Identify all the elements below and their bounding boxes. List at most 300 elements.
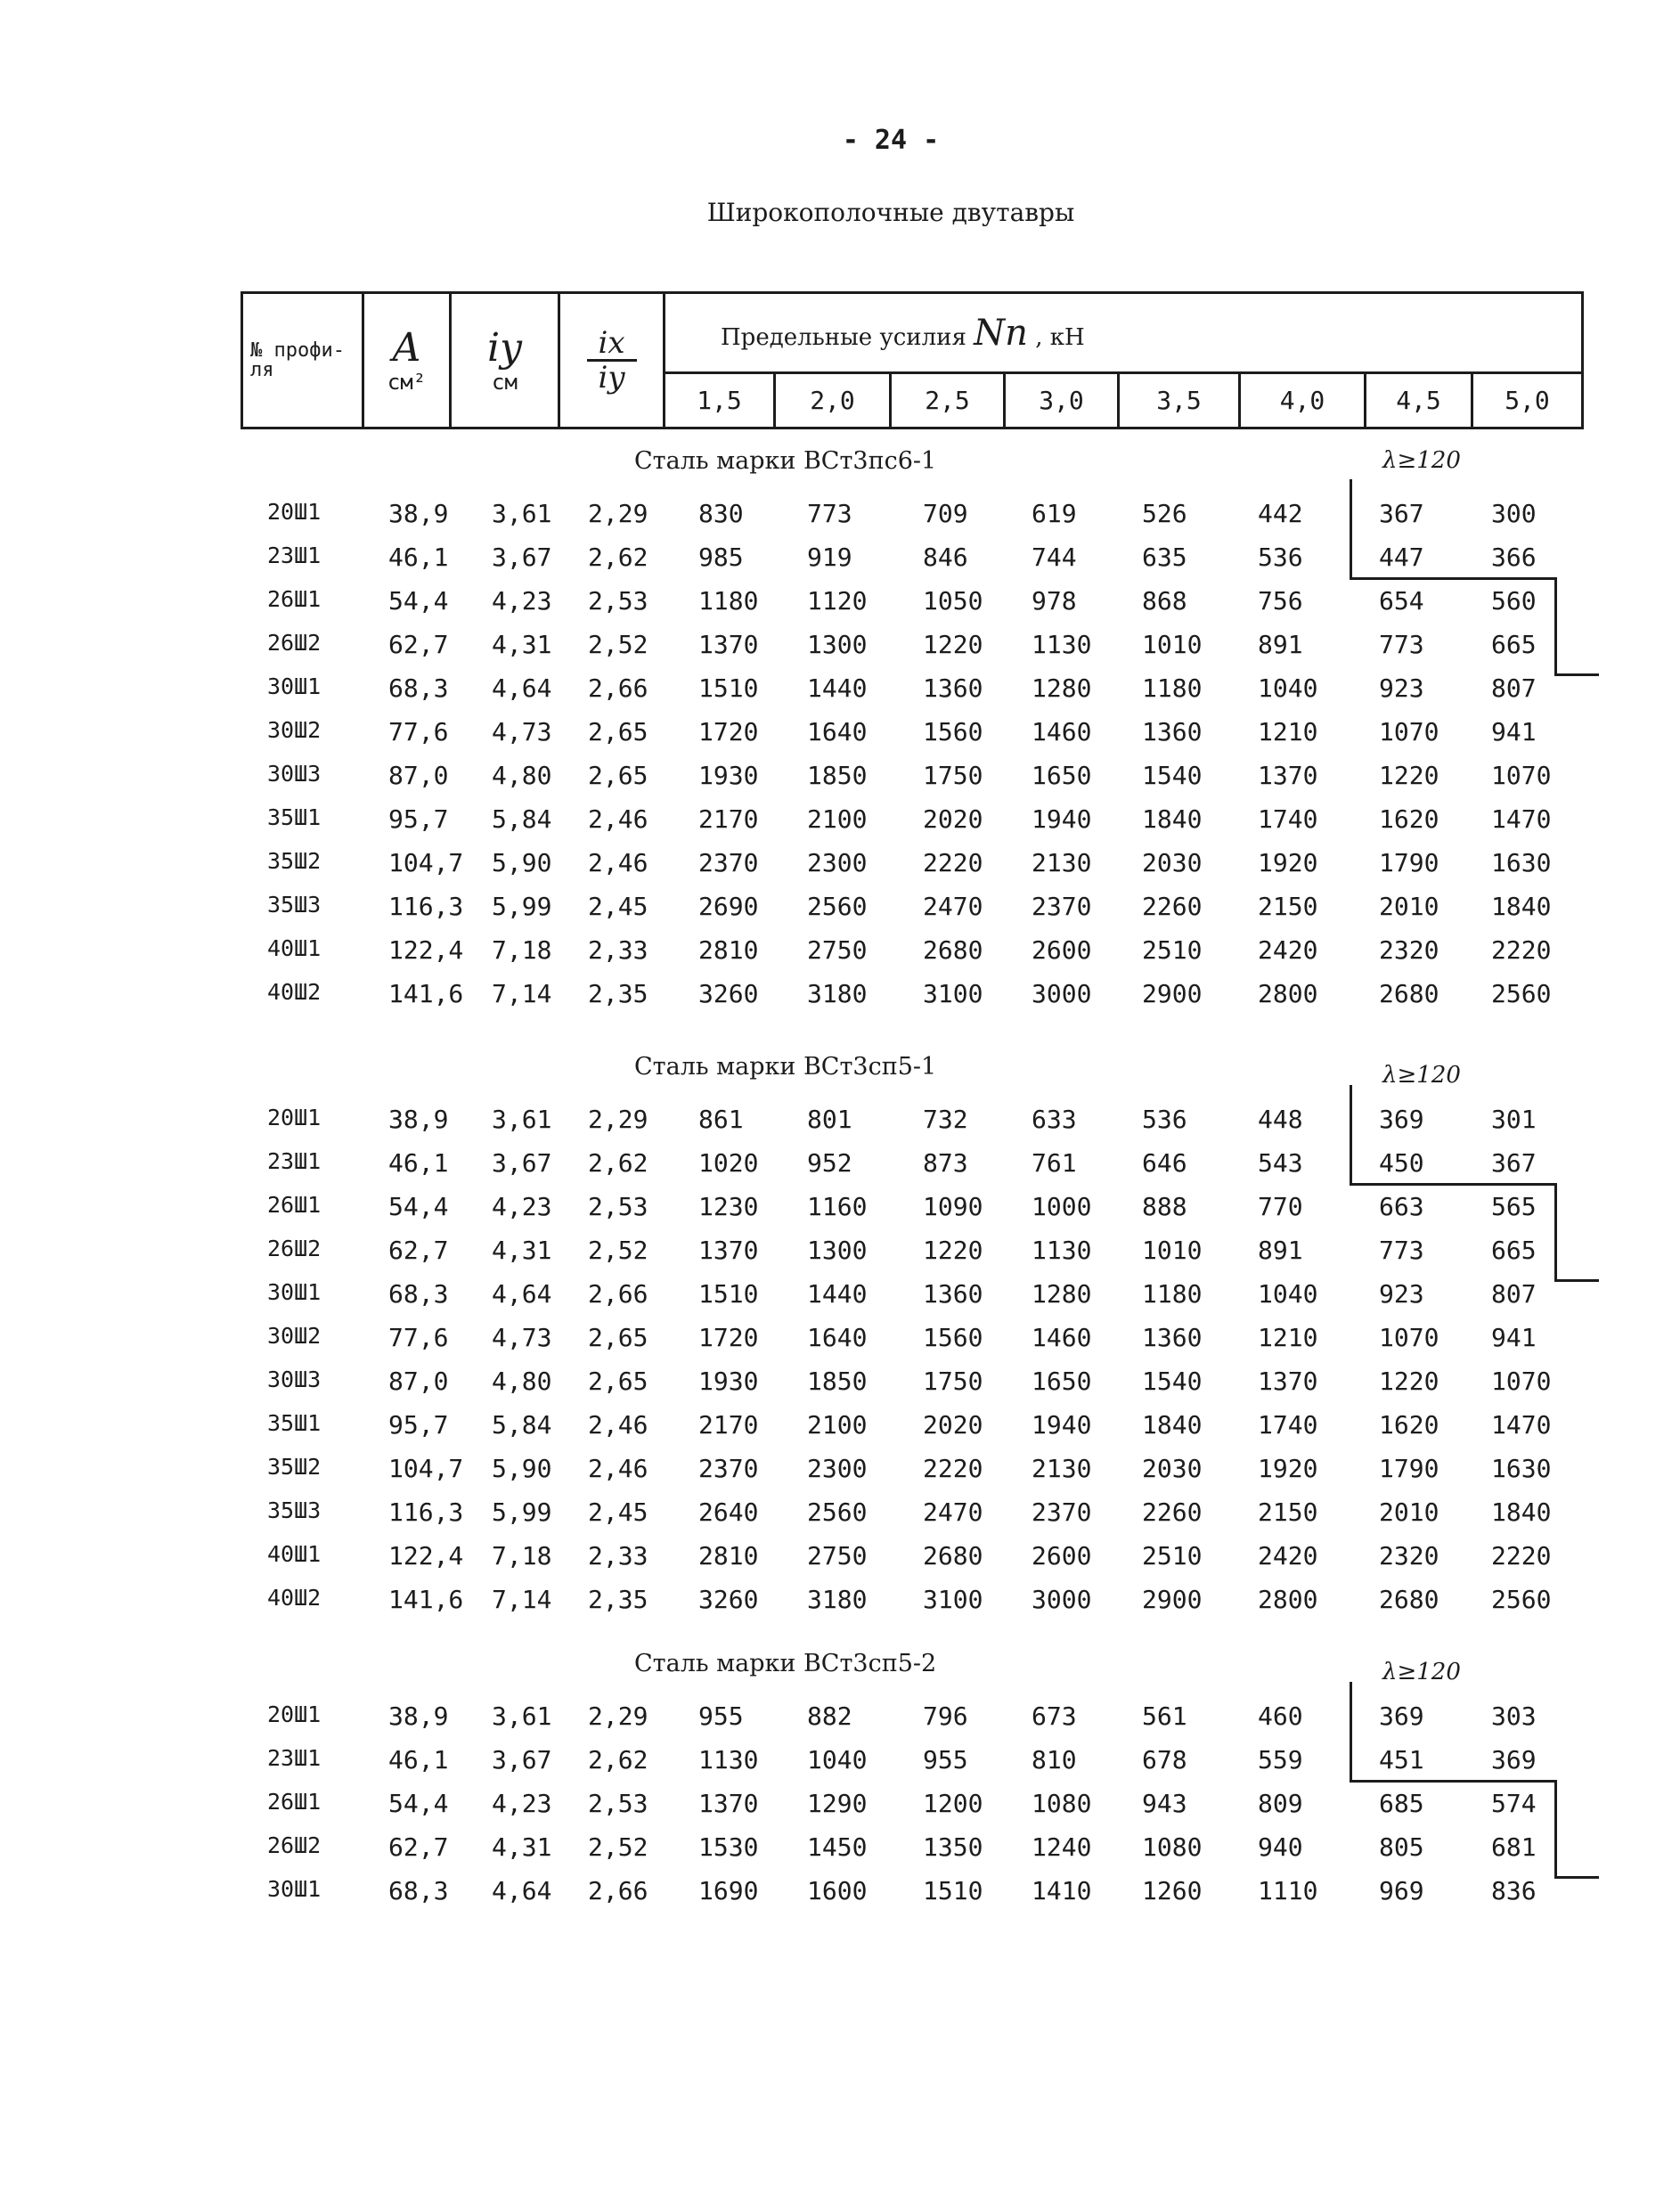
lambda-boundary-line — [1554, 1183, 1557, 1279]
table-header — [241, 291, 1584, 429]
forces-header — [665, 293, 1583, 373]
force-value-cell: 2130 — [1032, 1454, 1092, 1483]
column-header-1: 2,0 — [775, 373, 891, 428]
force-value-cell: 681 — [1491, 1832, 1537, 1862]
force-value-cell: 985 — [698, 543, 744, 572]
force-value-cell: 1720 — [698, 717, 759, 747]
force-value-cell: 1920 — [1258, 848, 1318, 877]
area-header — [363, 293, 451, 428]
force-value-cell: 1000 — [1032, 1192, 1092, 1221]
force-value-cell: 2680 — [1379, 979, 1439, 1008]
profile-cell: 20Ш1 — [267, 1701, 322, 1727]
iy-cell: 5,90 — [492, 1454, 552, 1483]
force-value-cell: 678 — [1142, 1745, 1187, 1775]
table-row — [0, 1367, 1680, 1402]
force-value-cell: 1040 — [1258, 1279, 1318, 1309]
force-value-cell: 1470 — [1491, 1410, 1552, 1440]
profile-cell: 30Ш1 — [267, 1876, 322, 1902]
force-value-cell: 1450 — [807, 1832, 868, 1862]
force-value-cell: 1050 — [923, 586, 983, 616]
ratio-cell: 2,65 — [588, 1323, 648, 1352]
table-row — [0, 1236, 1680, 1271]
profile-cell: 35Ш2 — [267, 848, 322, 874]
table-row — [0, 586, 1680, 622]
ratio-cell: 2,35 — [588, 1585, 648, 1614]
iy-cell: 4,31 — [492, 1236, 552, 1265]
force-value-cell: 943 — [1142, 1789, 1187, 1818]
iy-unit: см — [492, 369, 518, 395]
iy-cell: 4,80 — [492, 761, 552, 790]
column-header-2: 2,5 — [891, 373, 1005, 428]
iy-cell: 4,31 — [492, 1832, 552, 1862]
area-cell: 116,3 — [388, 892, 464, 921]
force-value-cell: 1180 — [1142, 1279, 1203, 1309]
force-value-cell: 574 — [1491, 1789, 1537, 1818]
force-value-cell: 2600 — [1032, 935, 1092, 965]
area-cell: 68,3 — [388, 673, 449, 703]
force-value-cell: 2470 — [923, 892, 983, 921]
force-value-cell: 923 — [1379, 673, 1424, 703]
force-value-cell: 1540 — [1142, 1367, 1203, 1396]
ratio-cell: 2,66 — [588, 673, 648, 703]
ratio-cell: 2,62 — [588, 1745, 648, 1775]
section-title: Сталь марки ВСт3сп5-2 — [634, 1650, 937, 1677]
table-row — [0, 848, 1680, 884]
force-value-cell: 761 — [1032, 1148, 1077, 1178]
force-value-cell: 1130 — [1032, 630, 1092, 659]
force-value-cell: 1620 — [1379, 804, 1439, 834]
profile-cell: 26Ш2 — [267, 1832, 322, 1858]
force-value-cell: 1460 — [1032, 717, 1092, 747]
ratio-cell: 2,29 — [588, 499, 648, 528]
force-value-cell: 1370 — [1258, 761, 1318, 790]
force-value-cell: 807 — [1491, 1279, 1537, 1309]
force-value-cell: 3260 — [698, 979, 759, 1008]
force-value-cell: 2640 — [698, 1497, 759, 1527]
area-cell: 122,4 — [388, 1541, 464, 1571]
force-value-cell: 836 — [1491, 1876, 1537, 1905]
column-header-0: 1,5 — [665, 373, 775, 428]
force-value-cell: 2020 — [923, 804, 983, 834]
iy-cell: 5,90 — [492, 848, 552, 877]
iy-cell: 5,99 — [492, 1497, 552, 1527]
force-value-cell: 367 — [1491, 1148, 1537, 1178]
lambda-note: λ≥120 — [1382, 447, 1461, 474]
force-value-cell: 1560 — [923, 1323, 983, 1352]
area-cell: 54,4 — [388, 1789, 449, 1818]
force-value-cell: 1460 — [1032, 1323, 1092, 1352]
ratio-cell: 2,35 — [588, 979, 648, 1008]
force-value-cell: 448 — [1258, 1105, 1303, 1134]
force-value-cell: 1740 — [1258, 804, 1318, 834]
force-value-cell: 2260 — [1142, 1497, 1203, 1527]
force-value-cell: 1370 — [698, 1789, 759, 1818]
force-value-cell: 919 — [807, 543, 852, 572]
profile-cell: 35Ш3 — [267, 892, 322, 918]
table-row — [0, 717, 1680, 753]
force-value-cell: 801 — [807, 1105, 852, 1134]
force-value-cell: 952 — [807, 1148, 852, 1178]
force-value-cell: 1010 — [1142, 630, 1203, 659]
iy-cell: 4,31 — [492, 630, 552, 659]
force-value-cell: 1790 — [1379, 848, 1439, 877]
force-value-cell: 941 — [1491, 717, 1537, 747]
area-cell: 46,1 — [388, 1148, 449, 1178]
area-cell: 38,9 — [388, 499, 449, 528]
lambda-boundary-line — [1350, 1682, 1352, 1780]
forces-label: Предельные усилия — [721, 323, 966, 351]
lambda-note: λ≥120 — [1382, 1062, 1461, 1089]
force-value-cell: 1650 — [1032, 1367, 1092, 1396]
force-value-cell: 2100 — [807, 1410, 868, 1440]
force-value-cell: 450 — [1379, 1148, 1424, 1178]
force-value-cell: 2810 — [698, 935, 759, 965]
force-value-cell: 663 — [1379, 1192, 1424, 1221]
area-cell: 54,4 — [388, 1192, 449, 1221]
lambda-boundary-line — [1554, 673, 1599, 676]
force-value-cell: 1300 — [807, 630, 868, 659]
force-value-cell: 2130 — [1032, 848, 1092, 877]
force-value-cell: 366 — [1491, 543, 1537, 572]
force-value-cell: 633 — [1032, 1105, 1077, 1134]
section-title: Сталь марки ВСт3пс6-1 — [634, 447, 937, 475]
lambda-boundary-line — [1350, 1780, 1554, 1783]
table-row — [0, 1105, 1680, 1140]
column-header-3: 3,0 — [1005, 373, 1119, 428]
force-value-cell: 1440 — [807, 1279, 868, 1309]
force-value-cell: 2030 — [1142, 848, 1203, 877]
area-unit: см² — [387, 369, 427, 395]
force-value-cell: 1180 — [1142, 673, 1203, 703]
force-value-cell: 1940 — [1032, 1410, 1092, 1440]
force-value-cell: 2220 — [1491, 1541, 1552, 1571]
profile-cell: 40Ш1 — [267, 935, 322, 961]
force-value-cell: 2320 — [1379, 935, 1439, 965]
force-value-cell: 2020 — [923, 1410, 983, 1440]
force-value-cell: 1790 — [1379, 1454, 1439, 1483]
table-row — [0, 543, 1680, 578]
iy-cell: 4,64 — [492, 1279, 552, 1309]
force-value-cell: 1210 — [1258, 717, 1318, 747]
force-value-cell: 1640 — [807, 1323, 868, 1352]
force-value-cell: 846 — [923, 543, 968, 572]
ratio-cell: 2,66 — [588, 1279, 648, 1309]
profile-cell: 40Ш2 — [267, 1585, 322, 1611]
force-value-cell: 1360 — [1142, 717, 1203, 747]
table-row — [0, 804, 1680, 840]
profile-cell: 30Ш3 — [267, 1367, 322, 1392]
force-value-cell: 3100 — [923, 979, 983, 1008]
iy-cell: 3,67 — [492, 543, 552, 572]
force-value-cell: 2220 — [923, 848, 983, 877]
ratio-cell: 2,33 — [588, 1541, 648, 1571]
force-value-cell: 1210 — [1258, 1323, 1318, 1352]
force-value-cell: 369 — [1379, 1105, 1424, 1134]
table-row — [0, 630, 1680, 665]
force-value-cell: 1070 — [1491, 1367, 1552, 1396]
force-value-cell: 2100 — [807, 804, 868, 834]
profile-cell: 30Ш3 — [267, 761, 322, 787]
iy-cell: 4,23 — [492, 1192, 552, 1221]
ratio-cell: 2,65 — [588, 717, 648, 747]
area-cell: 54,4 — [388, 586, 449, 616]
iy-cell: 4,73 — [492, 717, 552, 747]
force-value-cell: 1120 — [807, 586, 868, 616]
force-value-cell: 868 — [1142, 586, 1187, 616]
ratio-cell: 2,66 — [588, 1876, 648, 1905]
iy-cell: 7,14 — [492, 1585, 552, 1614]
force-value-cell: 1280 — [1032, 673, 1092, 703]
force-value-cell: 2220 — [1491, 935, 1552, 965]
area-cell: 116,3 — [388, 1497, 464, 1527]
iy-cell: 3,61 — [492, 1105, 552, 1134]
area-cell: 87,0 — [388, 1367, 449, 1396]
force-value-cell: 1220 — [1379, 761, 1439, 790]
ratio-cell: 2,45 — [588, 892, 648, 921]
force-value-cell: 2010 — [1379, 1497, 1439, 1527]
ratio-top: ix — [598, 325, 625, 361]
force-value-cell: 1750 — [923, 1367, 983, 1396]
area-cell: 141,6 — [388, 1585, 464, 1614]
force-value-cell: 955 — [923, 1745, 968, 1775]
force-value-cell: 3180 — [807, 979, 868, 1008]
force-value-cell: 1070 — [1491, 761, 1552, 790]
force-value-cell: 1840 — [1142, 804, 1203, 834]
force-value-cell: 2800 — [1258, 979, 1318, 1008]
force-value-cell: 1530 — [698, 1832, 759, 1862]
force-value-cell: 1840 — [1491, 1497, 1552, 1527]
force-value-cell: 1850 — [807, 1367, 868, 1396]
force-value-cell: 1630 — [1491, 848, 1552, 877]
force-value-cell: 1110 — [1258, 1876, 1318, 1905]
ratio-cell: 2,53 — [588, 1789, 648, 1818]
area-cell: 46,1 — [388, 543, 449, 572]
force-value-cell: 3100 — [923, 1585, 983, 1614]
force-value-cell: 2370 — [698, 848, 759, 877]
table-row — [0, 935, 1680, 971]
force-value-cell: 2030 — [1142, 1454, 1203, 1483]
force-value-cell: 2420 — [1258, 1541, 1318, 1571]
area-symbol: A — [392, 324, 421, 371]
force-value-cell: 2680 — [923, 1541, 983, 1571]
force-value-cell: 460 — [1258, 1701, 1303, 1731]
force-value-cell: 3000 — [1032, 1585, 1092, 1614]
force-value-cell: 805 — [1379, 1832, 1424, 1862]
force-value-cell: 2750 — [807, 1541, 868, 1571]
area-cell: 62,7 — [388, 1236, 449, 1265]
lambda-boundary-line — [1350, 479, 1352, 577]
ratio-cell: 2,46 — [588, 804, 648, 834]
force-value-cell: 1220 — [923, 630, 983, 659]
force-value-cell: 2470 — [923, 1497, 983, 1527]
force-value-cell: 830 — [698, 499, 744, 528]
force-value-cell: 369 — [1491, 1745, 1537, 1775]
iy-cell: 3,67 — [492, 1745, 552, 1775]
table-row — [0, 1192, 1680, 1228]
force-value-cell: 3000 — [1032, 979, 1092, 1008]
lambda-boundary-line — [1554, 1780, 1557, 1876]
table-row — [0, 673, 1680, 709]
force-value-cell: 1220 — [923, 1236, 983, 1265]
force-value-cell: 367 — [1379, 499, 1424, 528]
force-value-cell: 2510 — [1142, 935, 1203, 965]
force-value-cell: 1600 — [807, 1876, 868, 1905]
table-row — [0, 1541, 1680, 1577]
force-value-cell: 1410 — [1032, 1876, 1092, 1905]
force-value-cell: 773 — [807, 499, 852, 528]
iy-cell: 7,14 — [492, 979, 552, 1008]
iy-symbol: iy — [487, 324, 522, 371]
force-value-cell: 2560 — [807, 1497, 868, 1527]
force-value-cell: 807 — [1491, 673, 1537, 703]
force-value-cell: 2560 — [1491, 979, 1552, 1008]
profile-cell: 26Ш2 — [267, 1236, 322, 1261]
table-row — [0, 1585, 1680, 1620]
table-row — [0, 1789, 1680, 1824]
force-value-cell: 744 — [1032, 543, 1077, 572]
lambda-boundary-line — [1350, 577, 1554, 580]
force-value-cell: 1130 — [698, 1745, 759, 1775]
force-value-cell: 2810 — [698, 1541, 759, 1571]
force-value-cell: 2690 — [698, 892, 759, 921]
force-value-cell: 447 — [1379, 543, 1424, 572]
area-cell: 122,4 — [388, 935, 464, 965]
force-value-cell: 1370 — [698, 1236, 759, 1265]
area-cell: 38,9 — [388, 1105, 449, 1134]
force-value-cell: 3260 — [698, 1585, 759, 1614]
column-header-7: 5,0 — [1472, 373, 1583, 428]
force-value-cell: 1840 — [1142, 1410, 1203, 1440]
ratio-cell: 2,46 — [588, 848, 648, 877]
force-value-cell: 2680 — [1379, 1585, 1439, 1614]
force-value-cell: 369 — [1379, 1701, 1424, 1731]
force-value-cell: 2900 — [1142, 1585, 1203, 1614]
force-value-cell: 809 — [1258, 1789, 1303, 1818]
ratio-cell: 2,53 — [588, 1192, 648, 1221]
force-value-cell: 560 — [1491, 586, 1537, 616]
area-cell: 46,1 — [388, 1745, 449, 1775]
force-value-cell: 1740 — [1258, 1410, 1318, 1440]
profile-cell: 26Ш1 — [267, 1192, 322, 1218]
ratio-cell: 2,52 — [588, 630, 648, 659]
force-value-cell: 301 — [1491, 1105, 1537, 1134]
force-value-cell: 1370 — [698, 630, 759, 659]
force-value-cell: 543 — [1258, 1148, 1303, 1178]
table-row — [0, 1745, 1680, 1781]
iy-header — [451, 293, 559, 428]
force-value-cell: 1040 — [1258, 673, 1318, 703]
area-cell: 68,3 — [388, 1279, 449, 1309]
area-cell: 104,7 — [388, 1454, 464, 1483]
ratio-cell: 2,46 — [588, 1454, 648, 1483]
area-cell: 104,7 — [388, 848, 464, 877]
force-value-cell: 923 — [1379, 1279, 1424, 1309]
column-header-4: 3,5 — [1119, 373, 1240, 428]
ratio-cell: 2,52 — [588, 1832, 648, 1862]
force-value-cell: 2170 — [698, 1410, 759, 1440]
area-cell: 68,3 — [388, 1876, 449, 1905]
force-value-cell: 732 — [923, 1105, 968, 1134]
force-value-cell: 1920 — [1258, 1454, 1318, 1483]
ratio-cell: 2,52 — [588, 1236, 648, 1265]
force-value-cell: 940 — [1258, 1832, 1303, 1862]
table-row — [0, 1454, 1680, 1489]
force-value-cell: 3180 — [807, 1585, 868, 1614]
table-row — [0, 1701, 1680, 1737]
forces-symbol: Nп — [974, 312, 1028, 354]
iy-cell: 3,61 — [492, 1701, 552, 1731]
profile-cell: 35Ш2 — [267, 1454, 322, 1480]
area-cell: 62,7 — [388, 630, 449, 659]
iy-cell: 5,84 — [492, 804, 552, 834]
force-value-cell: 1930 — [698, 1367, 759, 1396]
profile-cell: 30Ш1 — [267, 1279, 322, 1305]
force-value-cell: 1940 — [1032, 804, 1092, 834]
area-cell: 77,6 — [388, 1323, 449, 1352]
force-value-cell: 1930 — [698, 761, 759, 790]
force-value-cell: 2170 — [698, 804, 759, 834]
force-value-cell: 1360 — [923, 1279, 983, 1309]
force-value-cell: 2560 — [807, 892, 868, 921]
force-value-cell: 1510 — [698, 1279, 759, 1309]
table-row — [0, 761, 1680, 796]
profile-cell: 40Ш1 — [267, 1541, 322, 1567]
force-value-cell: 1370 — [1258, 1367, 1318, 1396]
table-row — [0, 1148, 1680, 1184]
ratio-cell: 2,65 — [588, 1367, 648, 1396]
force-value-cell: 2370 — [1032, 892, 1092, 921]
page-number: - 24 - — [842, 125, 940, 156]
force-value-cell: 1350 — [923, 1832, 983, 1862]
force-value-cell: 1440 — [807, 673, 868, 703]
profile-cell: 20Ш1 — [267, 1105, 322, 1130]
force-value-cell: 1850 — [807, 761, 868, 790]
iy-cell: 4,23 — [492, 1789, 552, 1818]
force-value-cell: 646 — [1142, 1148, 1187, 1178]
force-value-cell: 773 — [1379, 630, 1424, 659]
force-value-cell: 1300 — [807, 1236, 868, 1265]
force-value-cell: 2010 — [1379, 892, 1439, 921]
table-row — [0, 499, 1680, 534]
force-value-cell: 2370 — [1032, 1497, 1092, 1527]
force-value-cell: 665 — [1491, 630, 1537, 659]
force-value-cell: 891 — [1258, 630, 1303, 659]
iy-cell: 4,80 — [492, 1367, 552, 1396]
force-value-cell: 1620 — [1379, 1410, 1439, 1440]
force-value-cell: 1630 — [1491, 1454, 1552, 1483]
force-value-cell: 861 — [698, 1105, 744, 1134]
force-value-cell: 300 — [1491, 499, 1537, 528]
force-value-cell: 526 — [1142, 499, 1187, 528]
force-value-cell: 2150 — [1258, 892, 1318, 921]
force-value-cell: 442 — [1258, 499, 1303, 528]
force-value-cell: 1240 — [1032, 1832, 1092, 1862]
force-value-cell: 1180 — [698, 586, 759, 616]
lambda-boundary-line — [1554, 1876, 1599, 1879]
profile-cell: 23Ш1 — [267, 1148, 322, 1174]
profile-cell: 35Ш1 — [267, 804, 322, 830]
column-header-6: 4,5 — [1366, 373, 1472, 428]
force-value-cell: 2420 — [1258, 935, 1318, 965]
profile-cell: 35Ш3 — [267, 1497, 322, 1523]
force-value-cell: 1360 — [923, 673, 983, 703]
table-row — [0, 1832, 1680, 1868]
force-value-cell: 1260 — [1142, 1876, 1203, 1905]
iy-cell: 7,18 — [492, 1541, 552, 1571]
force-value-cell: 451 — [1379, 1745, 1424, 1775]
force-value-cell: 2150 — [1258, 1497, 1318, 1527]
force-value-cell: 619 — [1032, 499, 1077, 528]
